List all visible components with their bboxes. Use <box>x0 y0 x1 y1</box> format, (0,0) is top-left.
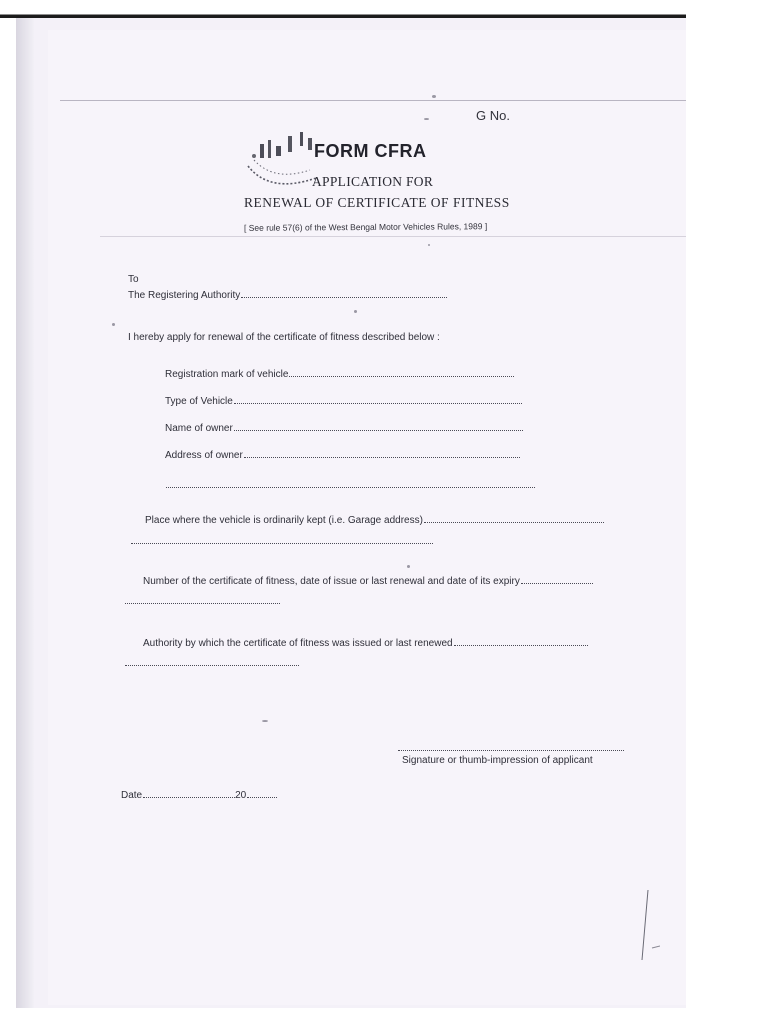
scan-speck <box>354 310 357 313</box>
question-issuing-authority <box>143 638 588 649</box>
answer-line <box>130 536 433 547</box>
field-blank <box>244 455 520 458</box>
answer-line <box>124 658 299 669</box>
form-title: FORM CFRA <box>314 141 427 161</box>
date-line <box>121 790 277 801</box>
addressee-to: To <box>128 274 139 285</box>
question-text: Place where the vehicle is ordinarily kept (i.e. Garage address) <box>145 515 423 526</box>
scan-top-border <box>0 0 686 18</box>
scan-speck <box>112 323 115 326</box>
question-text: Number of the certificate of fitness, date of issue or last renewal and date of its expiry <box>143 576 520 587</box>
field-owner-name <box>165 423 523 434</box>
header-rule-bottom <box>100 236 686 237</box>
form-heading: RENEWAL OF CERTIFICATE OF FITNESS <box>244 195 510 210</box>
form-subtitle: APPLICATION FOR <box>312 174 434 189</box>
date-blank <box>143 795 235 798</box>
answer-blank <box>521 581 593 584</box>
pen-mark-icon <box>630 890 660 970</box>
scan-speck <box>407 565 410 568</box>
field-label: Name of owner <box>165 423 233 434</box>
scan-speck <box>262 720 268 722</box>
field-label: Type of Vehicle <box>165 396 233 407</box>
signature-caption: Signature or thumb-impression of applicant <box>402 755 593 766</box>
scan-left-edge <box>16 18 34 1008</box>
field-blank <box>234 428 523 431</box>
answer-blank <box>454 643 588 646</box>
field-owner-address <box>165 450 520 461</box>
field-vehicle-type <box>165 396 522 407</box>
question-place-kept <box>145 515 604 526</box>
field-owner-address-cont <box>165 480 535 491</box>
field-label: Address of owner <box>165 450 243 461</box>
signature-line <box>398 748 624 751</box>
header-rule-top <box>60 100 686 101</box>
rule-reference: [ See rule 57(6) of the West Bengal Motor Vehicles Rules, 1989 ] <box>243 221 488 233</box>
question-text: Authority by which the certificate of fitness was issued or last renewed <box>143 638 453 649</box>
field-blank <box>234 401 522 404</box>
scan-speck <box>428 244 430 246</box>
year-blank <box>247 795 277 798</box>
field-label: Registration mark of vehicle <box>165 369 289 380</box>
intro-statement: I hereby apply for renewal of the certificate of fitness described below : <box>128 332 440 343</box>
answer-line <box>124 596 280 607</box>
scan-speck <box>432 95 436 98</box>
question-certificate-number <box>143 576 593 587</box>
addressee-line <box>128 290 447 301</box>
date-year-prefix: 20 <box>235 790 247 801</box>
date-label: Date <box>121 790 143 801</box>
field-registration-mark <box>165 369 514 380</box>
field-blank <box>166 485 535 488</box>
authority-blank <box>241 295 447 298</box>
answer-blank <box>131 541 433 544</box>
addressee-authority: The Registering Authority <box>128 290 241 301</box>
field-blank <box>289 374 514 377</box>
answer-blank <box>125 601 280 604</box>
scan-speck <box>424 118 429 120</box>
answer-blank <box>424 520 604 523</box>
g-no-label: G No. <box>476 108 510 123</box>
answer-blank <box>125 663 299 666</box>
